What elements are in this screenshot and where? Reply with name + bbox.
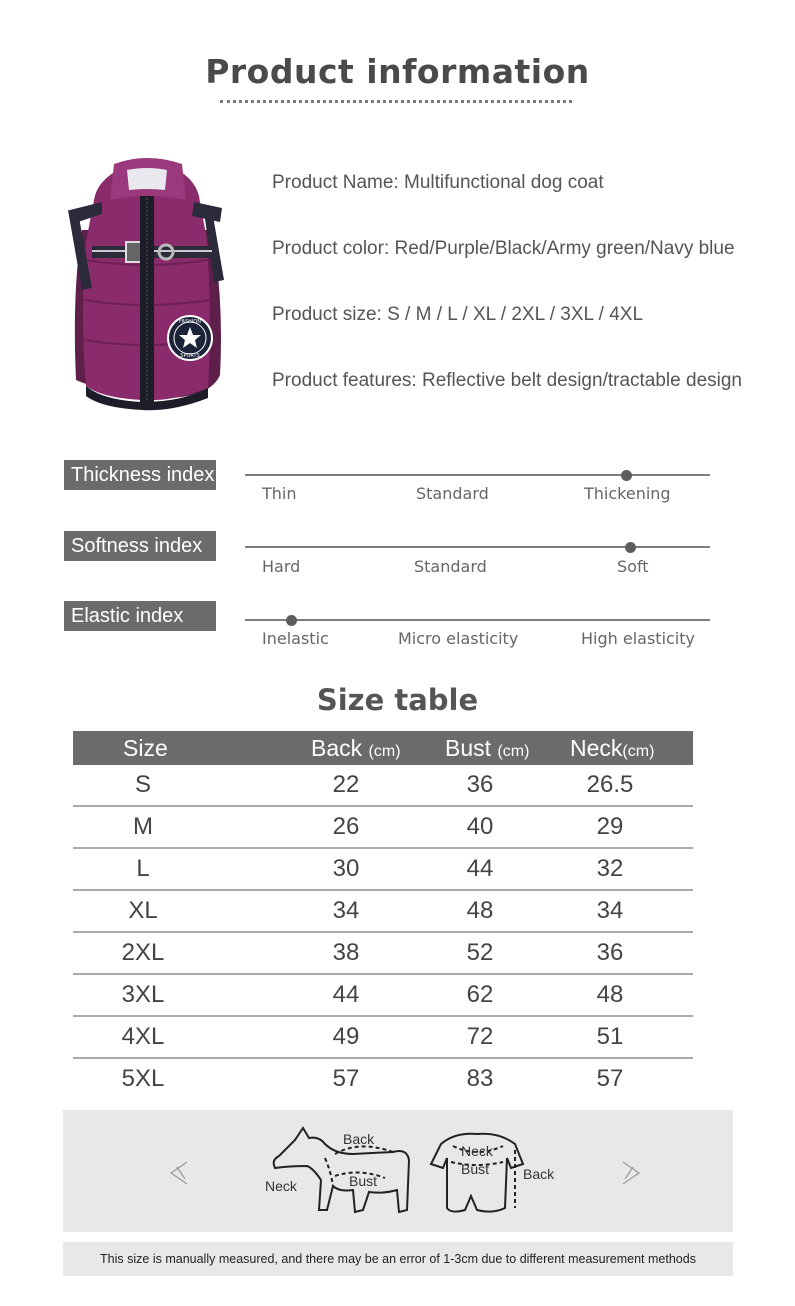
cell-back: 38 <box>332 939 360 966</box>
title-divider <box>220 100 572 103</box>
cell-bust: 48 <box>466 897 494 924</box>
table-row <box>73 1017 693 1059</box>
cell-bust: 36 <box>466 771 494 798</box>
product-features: Product features: Reflective belt design/tractable design <box>272 370 742 391</box>
measurement-note: This size is manually measured, and there may be an error of 1-3cm due to different measurement methods <box>63 1242 733 1276</box>
product-size: Product size: S / M / L / XL / 2XL / 3XL / 4XL <box>272 304 644 325</box>
cell-size: S <box>134 771 151 798</box>
cell-bust: 83 <box>466 1065 494 1092</box>
coat-back-label: Back <box>523 1166 555 1182</box>
thickness-high-label: Thickening <box>584 484 671 503</box>
header-bust-label: Bust <box>445 735 492 761</box>
softness-mid-label: Standard <box>414 557 487 576</box>
header-back-label: Back <box>311 735 363 761</box>
badge-text-top: FASHION <box>179 319 201 325</box>
right-arrow-icon <box>623 1162 639 1184</box>
softness-low-label: Hard <box>262 557 301 576</box>
cell-back: 30 <box>332 855 360 882</box>
cell-neck: 48 <box>596 981 624 1008</box>
cell-bust: 62 <box>466 981 494 1008</box>
header-neck-unit: (cm) <box>622 743 655 760</box>
cell-neck: 51 <box>596 1023 624 1050</box>
elastic-low-label: Inelastic <box>262 629 329 648</box>
cell-neck: 34 <box>596 897 624 924</box>
size-table-body <box>73 765 693 1099</box>
elastic-high-label: High elasticity <box>581 629 695 648</box>
cell-back: 22 <box>332 771 360 798</box>
cell-bust: 52 <box>466 939 494 966</box>
cell-size: 3XL <box>121 981 165 1008</box>
dog-bust-label: Bust <box>349 1173 378 1189</box>
thickness-marker <box>621 470 632 481</box>
measurement-diagram <box>63 1110 733 1232</box>
table-row <box>73 891 693 933</box>
table-row <box>73 849 693 891</box>
softness-marker <box>625 542 636 553</box>
cell-back: 57 <box>332 1065 360 1092</box>
cell-size: 4XL <box>121 1023 165 1050</box>
cell-back: 44 <box>332 981 360 1008</box>
size-table-title: Size table <box>316 683 479 717</box>
cell-size: L <box>136 855 150 882</box>
coat-bust-label: Bust <box>461 1161 490 1177</box>
thickness-index-label: Thickness index <box>64 460 216 490</box>
dog-outline-icon <box>274 1128 409 1212</box>
badge-text-bottom: SPORTS <box>180 353 200 359</box>
header-bust <box>445 731 529 769</box>
table-row <box>73 1059 693 1099</box>
table-row <box>73 933 693 975</box>
coat-neck-label: Neck <box>461 1143 493 1159</box>
thickness-scale-line <box>245 474 710 476</box>
header-size: Size <box>123 735 168 761</box>
cell-neck: 29 <box>596 813 624 840</box>
table-row <box>73 975 693 1017</box>
cell-back: 26 <box>332 813 360 840</box>
size-table-header <box>73 731 693 765</box>
cell-back: 49 <box>332 1023 360 1050</box>
cell-back: 34 <box>332 897 360 924</box>
size-table <box>73 731 693 1099</box>
header-bust-unit: (cm) <box>497 743 530 760</box>
elastic-scale-line <box>245 619 710 621</box>
dog-neck-label: Neck <box>265 1178 297 1194</box>
header-back <box>311 731 401 769</box>
elastic-mid-label: Micro elasticity <box>398 629 519 648</box>
softness-index-label: Softness index <box>64 531 216 561</box>
cell-neck: 36 <box>596 939 624 966</box>
elastic-marker <box>286 615 297 626</box>
cell-size: 2XL <box>121 939 165 966</box>
header-neck-label: Neck <box>570 735 623 761</box>
cell-neck: 57 <box>596 1065 624 1092</box>
thickness-low-label: Thin <box>262 484 297 503</box>
cell-neck: 32 <box>596 855 624 882</box>
cell-size: XL <box>128 897 158 924</box>
cell-size: M <box>133 813 153 840</box>
table-row <box>73 807 693 849</box>
cell-size: 5XL <box>121 1065 165 1092</box>
cell-bust: 40 <box>466 813 494 840</box>
product-color: Product color: Red/Purple/Black/Army green/Navy blue <box>272 238 735 259</box>
product-name: Product Name: Multifunctional dog coat <box>272 172 604 193</box>
table-row <box>73 765 693 807</box>
cell-neck: 26.5 <box>586 771 634 798</box>
cell-bust: 44 <box>466 855 494 882</box>
dog-coat-image <box>62 150 232 430</box>
left-arrow-icon <box>171 1162 187 1184</box>
cell-bust: 72 <box>466 1023 494 1050</box>
softness-high-label: Soft <box>617 557 649 576</box>
softness-scale-line <box>245 546 710 548</box>
header-neck <box>570 731 654 769</box>
page-title: Product information <box>205 52 590 91</box>
header-back-unit: (cm) <box>368 743 401 760</box>
elastic-index-label: Elastic index <box>64 601 216 631</box>
thickness-mid-label: Standard <box>416 484 489 503</box>
dog-back-label: Back <box>343 1131 375 1147</box>
